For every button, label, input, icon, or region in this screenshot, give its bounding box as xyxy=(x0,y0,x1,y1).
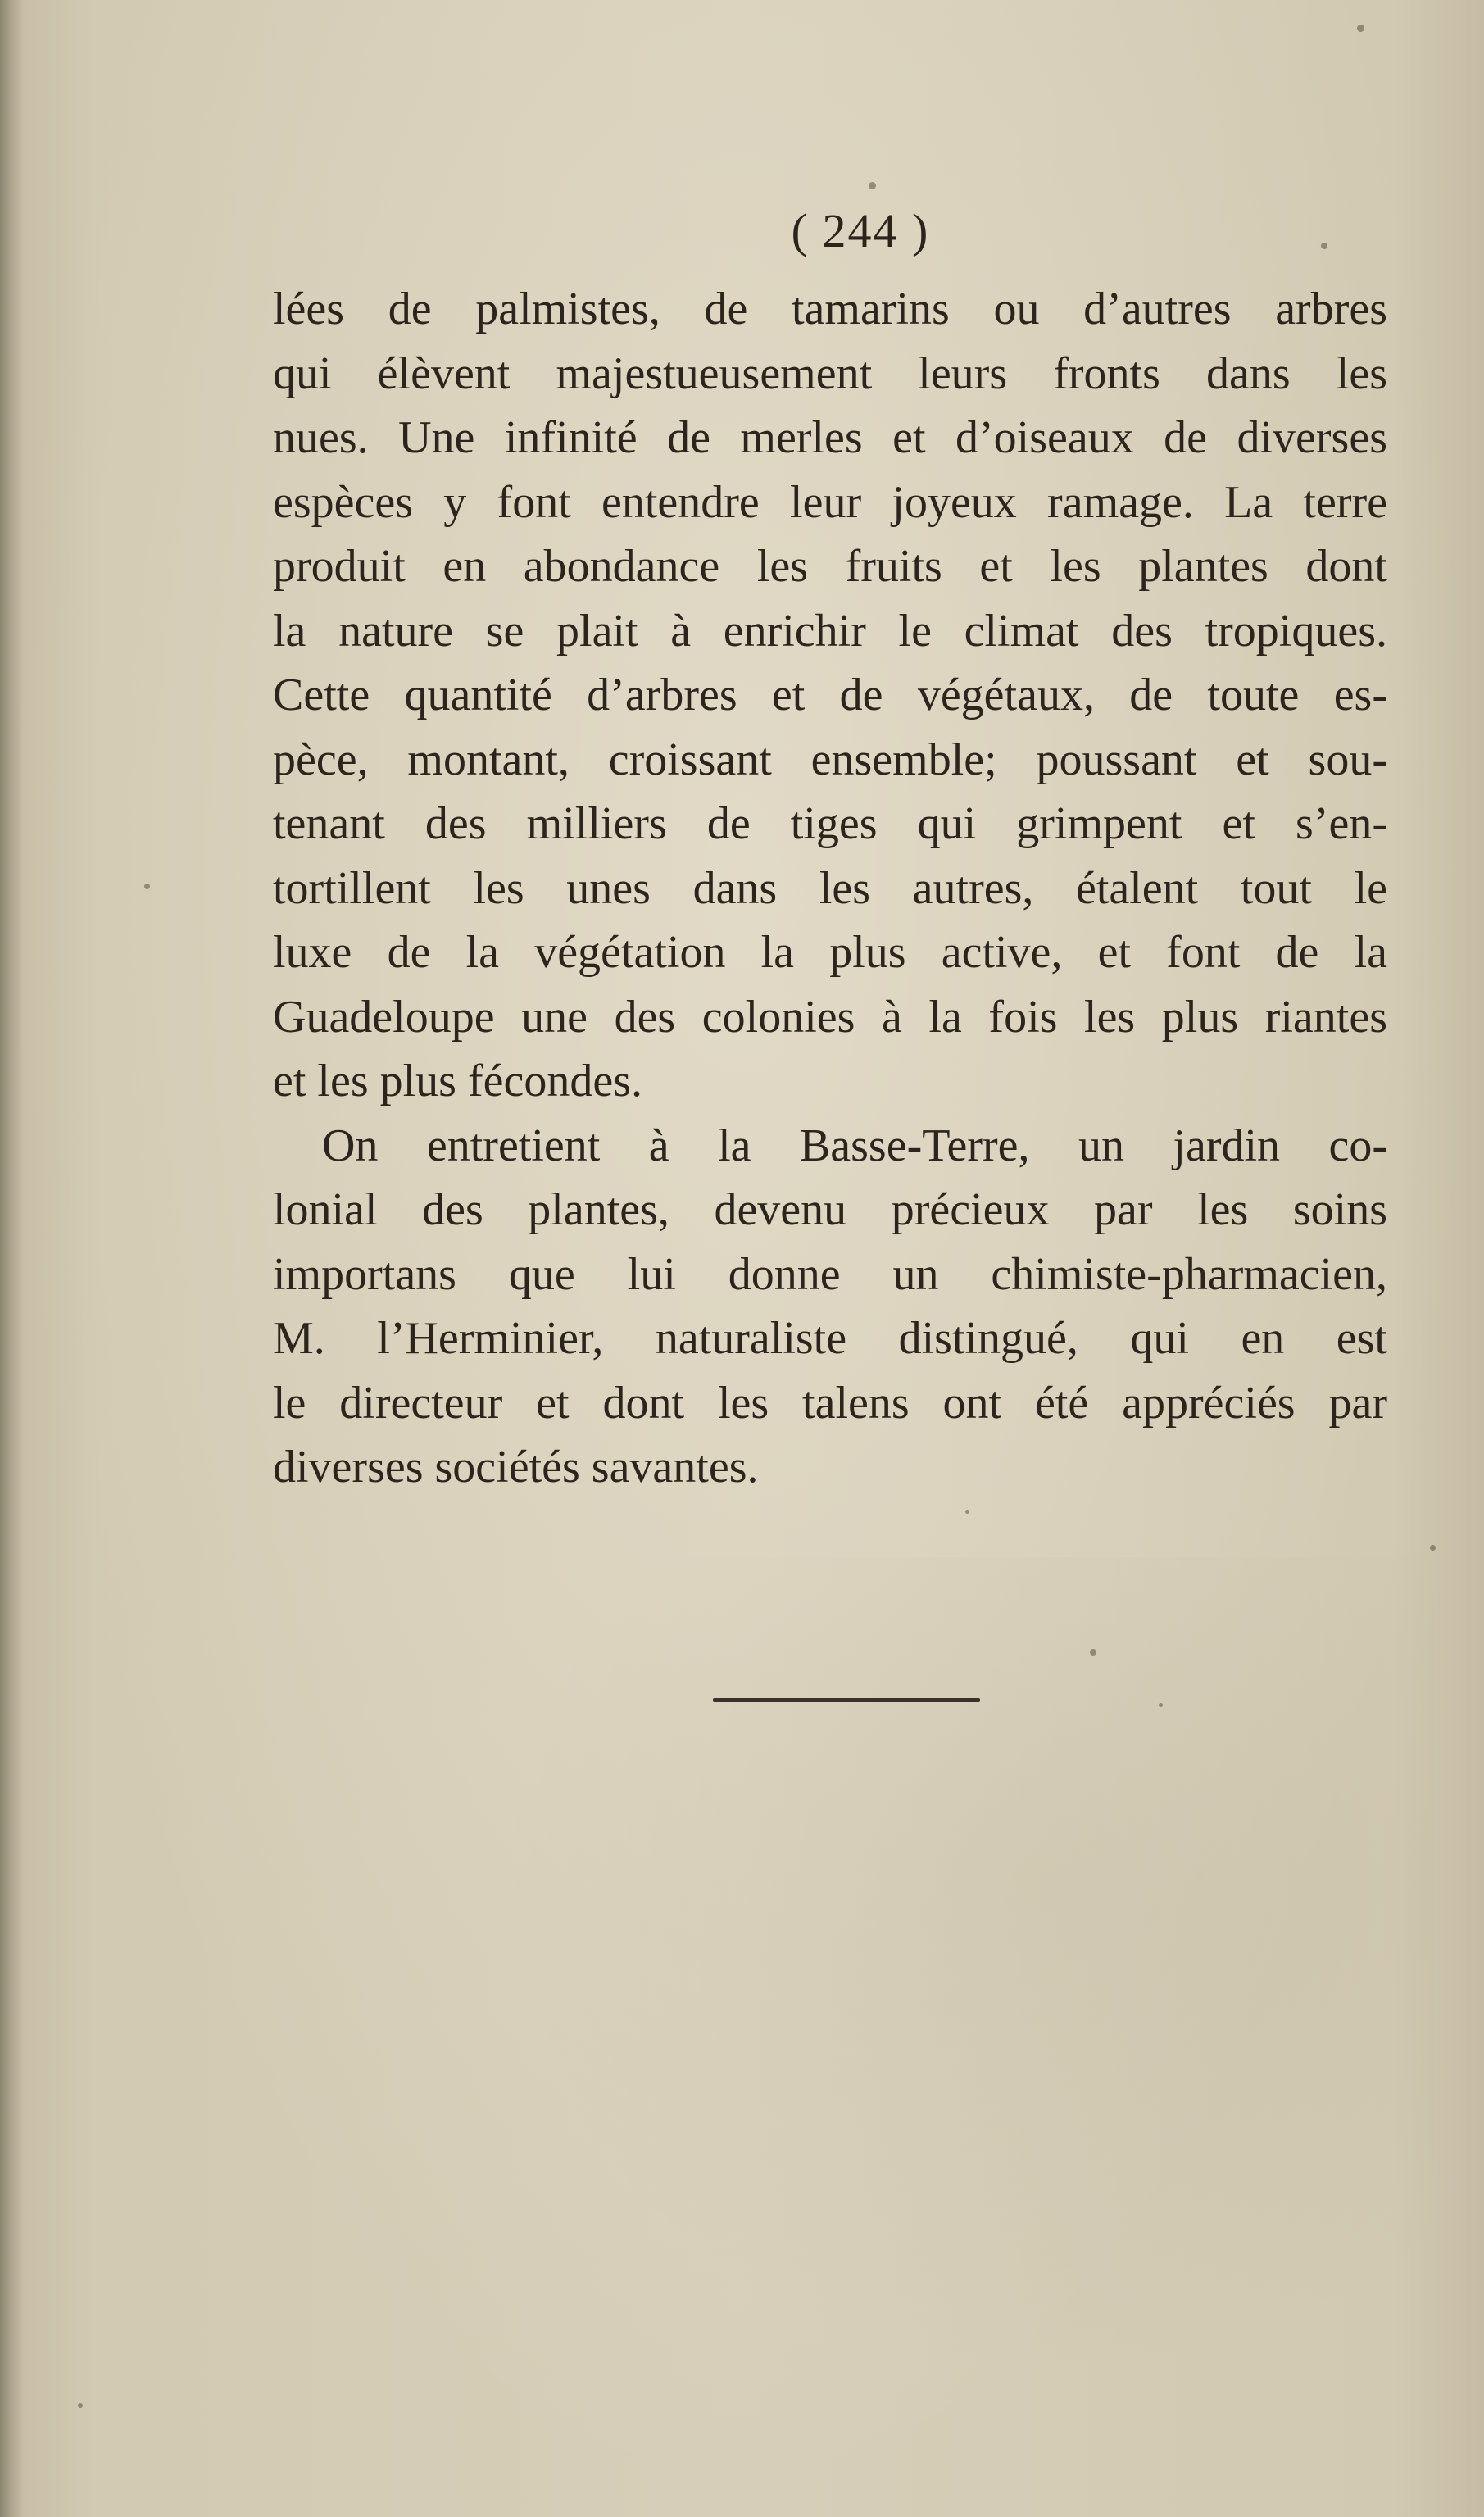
paper-speck xyxy=(1321,243,1327,249)
paper-speck xyxy=(965,1510,969,1514)
text-line: pèce, montant, croissant ensemble; poussant et sou- xyxy=(273,734,1387,785)
section-rule xyxy=(713,1698,980,1702)
text-line: On entretient à la Basse-Terre, un jardin co- xyxy=(322,1120,1387,1171)
text-line: la nature se plait à enrichir le climat des tropiques. xyxy=(273,605,1387,657)
text-line: qui élèvent majestueusement leurs fronts dans les xyxy=(273,348,1387,399)
paper-speck xyxy=(1430,1545,1436,1551)
text-line: lées de palmistes, de tamarins ou d’autres arbres xyxy=(273,284,1387,334)
paper-speck xyxy=(1159,1703,1163,1707)
text-line: tenant des milliers de tiges qui grimpent et s’en- xyxy=(273,798,1387,849)
text-line: M. l’Herminier, naturaliste distingué, qui en est xyxy=(273,1313,1387,1364)
text-line: luxe de la végétation la plus active, et font de la xyxy=(273,927,1387,978)
text-line: et les plus fécondes. xyxy=(273,1056,642,1106)
text-line: Guadeloupe une des colonies à la fois les plus riantes xyxy=(273,991,1387,1043)
paper-speck xyxy=(869,182,876,189)
text-line: produit en abondance les fruits et les plantes dont xyxy=(273,541,1387,592)
text-line: importans que lui donne un chimiste-pharmacien, xyxy=(273,1248,1387,1300)
page-spine-shadow xyxy=(0,0,23,2517)
paper-speck xyxy=(144,884,150,889)
body-text xyxy=(273,277,1387,1500)
paper-speck xyxy=(1090,1649,1096,1656)
text-line: lonial des plantes, devenu précieux par les soins xyxy=(273,1184,1387,1235)
paper-speck xyxy=(78,2403,83,2408)
paper-speck xyxy=(1357,25,1364,32)
text-line: le directeur et dont les talens ont été appréciés par xyxy=(273,1377,1387,1429)
text-line: espèces y font entendre leur joyeux ramage. La terre xyxy=(273,476,1387,528)
text-line: diverses sociétés savantes. xyxy=(273,1442,759,1492)
text-line: Cette quantité d’arbres et de végétaux, de toute es- xyxy=(273,670,1387,720)
show-through-bleed xyxy=(492,1557,1434,2377)
text-line: tortillent les unes dans les autres, étalent tout le xyxy=(273,862,1387,914)
text-line: nues. Une infinité de merles et d’oiseaux de diverses xyxy=(273,412,1387,463)
page-number: ( 244 ) xyxy=(791,204,930,257)
